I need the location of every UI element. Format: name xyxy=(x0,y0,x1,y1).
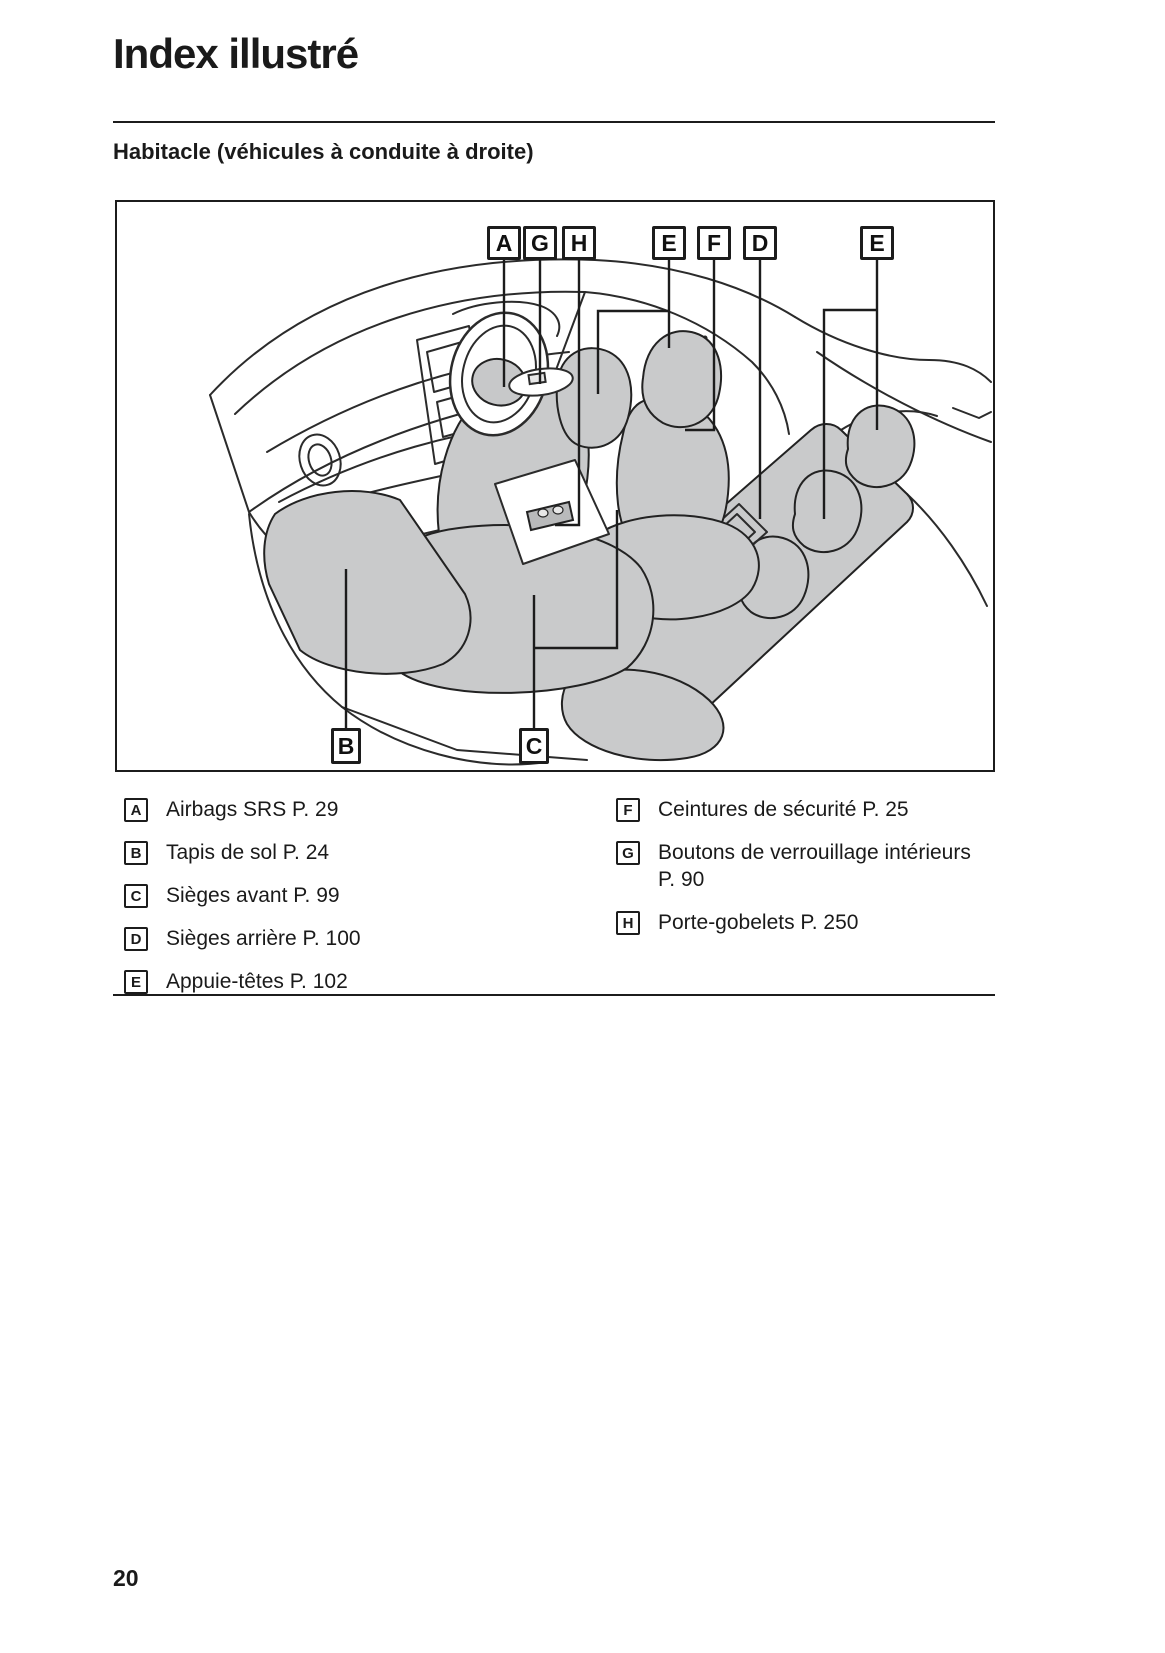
legend-item-tapis xyxy=(124,839,554,866)
legend-text-tapis: Tapis de sol P. 24 xyxy=(166,841,330,864)
legend-key-A: A xyxy=(124,798,148,822)
legend-item-verrouillage xyxy=(616,839,1006,893)
title-divider xyxy=(113,121,995,123)
legend-key-E: E xyxy=(124,970,148,994)
legend-key-H: H xyxy=(616,911,640,935)
front-right-headrest xyxy=(642,331,721,427)
legend-column-left xyxy=(124,796,554,1011)
legend-key-F: F xyxy=(616,798,640,822)
rear-headrest-outer xyxy=(846,405,915,487)
legend-item-ceintures xyxy=(616,796,1006,823)
legend-text-ceintures: Ceintures de sécurité P. 25 xyxy=(658,798,909,821)
legend-item-sieges-arriere xyxy=(124,925,554,952)
diagram-label-D: D xyxy=(743,226,777,260)
interior-line-art xyxy=(117,202,993,770)
diagram-label-E-rear: E xyxy=(860,226,894,260)
legend-item-sieges-avant xyxy=(124,882,554,909)
front-left-headrest xyxy=(557,348,631,448)
legend-text-sieges-avant: Sièges avant P. 99 xyxy=(166,884,340,907)
diagram-label-B: B xyxy=(331,728,361,764)
diagram-label-H: H xyxy=(562,226,596,260)
legend-text-porte-gobelets: Porte-gobelets P. 250 xyxy=(658,911,859,934)
legend-text-airbags: Airbags SRS P. 29 xyxy=(166,798,339,821)
page-title: Index illustré xyxy=(113,30,359,77)
legend-divider xyxy=(113,994,995,996)
legend-text-sieges-arriere: Sièges arrière P. 100 xyxy=(166,927,361,950)
legend-text-appuie-tetes: Appuie-têtes P. 102 xyxy=(166,970,348,993)
page-number: 20 xyxy=(113,1565,139,1591)
interior-diagram xyxy=(115,200,995,772)
legend-item-appuie-tetes xyxy=(124,968,554,995)
legend-item-porte-gobelets xyxy=(616,909,1006,936)
legend-key-C: C xyxy=(124,884,148,908)
diagram-label-F: F xyxy=(697,226,731,260)
diagram-label-G: G xyxy=(523,226,557,260)
legend-text-verrouillage: Boutons de verrouillage intérieurs P. 90 xyxy=(658,841,971,891)
legend-column-right xyxy=(616,796,1006,952)
legend-key-D: D xyxy=(124,927,148,951)
diagram-label-E-front: E xyxy=(652,226,686,260)
section-heading: Habitacle (véhicules à conduite à droite) xyxy=(113,139,534,164)
legend-item-airbags xyxy=(124,796,554,823)
legend-key-G: G xyxy=(616,841,640,865)
rear-headrest-middle xyxy=(793,470,862,552)
diagram-label-A: A xyxy=(487,226,521,260)
diagram-label-C: C xyxy=(519,728,549,764)
legend-key-B: B xyxy=(124,841,148,865)
